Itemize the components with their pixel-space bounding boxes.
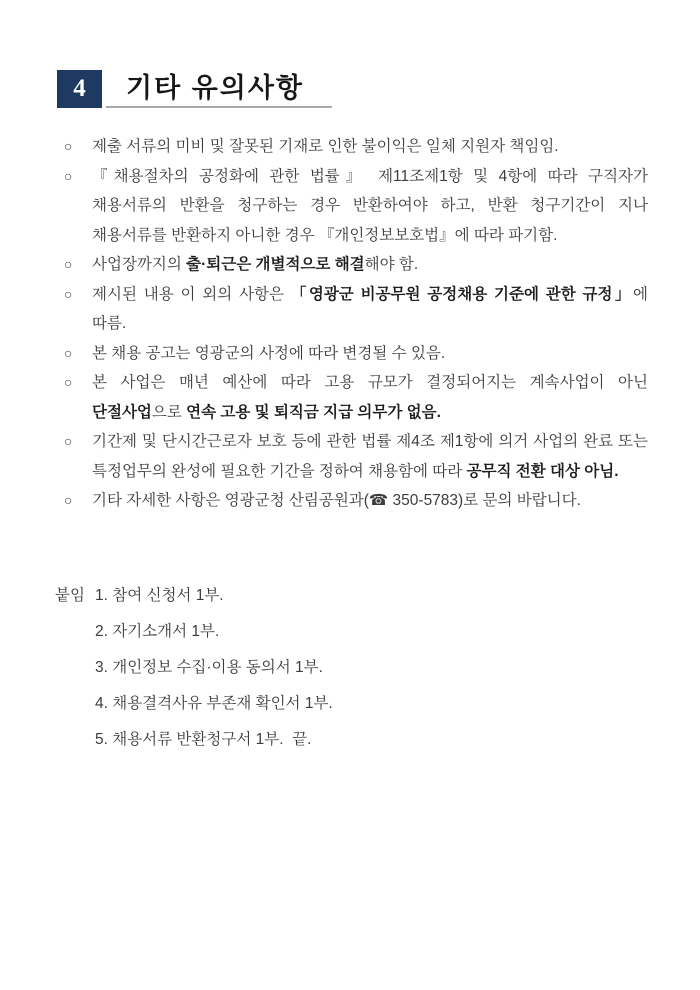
attachment-label: 붙임 [55, 586, 85, 604]
notice-text-bold: 연속 고용 및 퇴직금 지급 의무가 없음. [186, 403, 441, 421]
bullet-circle-icon: ○ [64, 344, 73, 361]
bullet-circle-icon: ○ [64, 167, 73, 184]
notice-text: 제출 서류의 미비 및 잘못된 기재로 인한 불이익은 일체 지원자 책임임. [92, 138, 559, 155]
notice-text: 사업장까지의 [92, 256, 187, 273]
attachment-label-spacer [55, 722, 95, 758]
section-title: 기타 유의사항 [126, 73, 304, 104]
notice-text-bold: 출·퇴근은 개별적으로 해결 [186, 256, 365, 273]
notice-text: 본 채용 공고는 영광군의 사정에 따라 변경될 수 있음. [92, 344, 446, 362]
notice-text: 해야 함. [364, 256, 419, 273]
bullet-circle-icon: ○ [64, 374, 73, 390]
notice-list [57, 132, 648, 516]
attachment-item: 5. 채용서류 반환청구서 1부. 끝. [95, 730, 312, 748]
notice-item-4 [57, 280, 648, 339]
notice-text: 본 사업은 매년 예산에 따라 고용 규모가 결정되어지는 계속사업이 아닌 [92, 374, 648, 391]
section-number-box [57, 70, 102, 108]
notice-item-1 [57, 132, 648, 162]
attachment-row [55, 722, 648, 758]
attachment-label-spacer [55, 614, 95, 650]
attachment-item: 4. 채용결격사유 부존재 확인서 1부. [95, 694, 333, 712]
attachment-block [55, 578, 648, 758]
attachment-row [55, 578, 648, 614]
attachment-row [55, 614, 648, 650]
notice-text-bold: 단절사업 [92, 403, 152, 421]
notice-text: 에 따름. [92, 285, 648, 332]
notice-item-2 [57, 162, 648, 251]
notice-item-3 [57, 250, 648, 280]
bullet-circle-icon: ○ [64, 138, 73, 154]
attachment-row [55, 686, 648, 722]
notice-text: 제시된 내용 이 외의 사항은 [92, 285, 291, 303]
notice-text-bold: 「영광군 비공무원 공정채용 기준에 관한 규정」 [290, 285, 634, 303]
attachment-row [55, 650, 648, 686]
notice-text: 『채용절차의 공정화에 관한 법률』 제11조제1항 및 4항에 따라 구직자가 채용서류의 반환을 청구하는 경우 반환하여야 하고, 반환 청구기간이 지나 채용서류를 반환하지 아니한 경우 『개인정보보호법』에 따라 파기함. [92, 167, 648, 244]
notice-item-7 [57, 427, 648, 486]
section-title-underline [106, 70, 332, 108]
attachment-item: 3. 개인정보 수집·이용 동의서 1부. [95, 658, 323, 676]
notice-item-8 [57, 486, 648, 516]
notice-item-5 [57, 339, 648, 369]
attachment-label-spacer [55, 650, 95, 686]
notice-text: 기간제 및 단시간근로자 보호 등에 관한 법률 제4조 제1항에 의거 사업의 완료 또는 특정업무의 완성에 필요한 기간을 정하여 채용함에 따라 [92, 433, 648, 480]
attachment-item: 1. 참여 신청서 1부. [95, 586, 224, 604]
notice-text: 기타 자세한 사항은 영광군청 산림공원과(☎ 350-5783)로 문의 바랍니다. [92, 492, 581, 509]
notice-item-6 [57, 368, 648, 427]
notice-text-bold: 공무직 전환 대상 아님. [466, 462, 619, 480]
attachment-item: 2. 자기소개서 1부. [95, 622, 220, 640]
attachment-label-spacer [55, 686, 95, 722]
bullet-circle-icon: ○ [64, 492, 73, 508]
section-number: 4 [73, 75, 86, 102]
bullet-circle-icon: ○ [64, 256, 73, 272]
bullet-circle-icon: ○ [64, 433, 73, 449]
notice-text: 으로 [151, 403, 187, 421]
section-header [57, 70, 648, 108]
bullet-circle-icon: ○ [64, 285, 73, 302]
